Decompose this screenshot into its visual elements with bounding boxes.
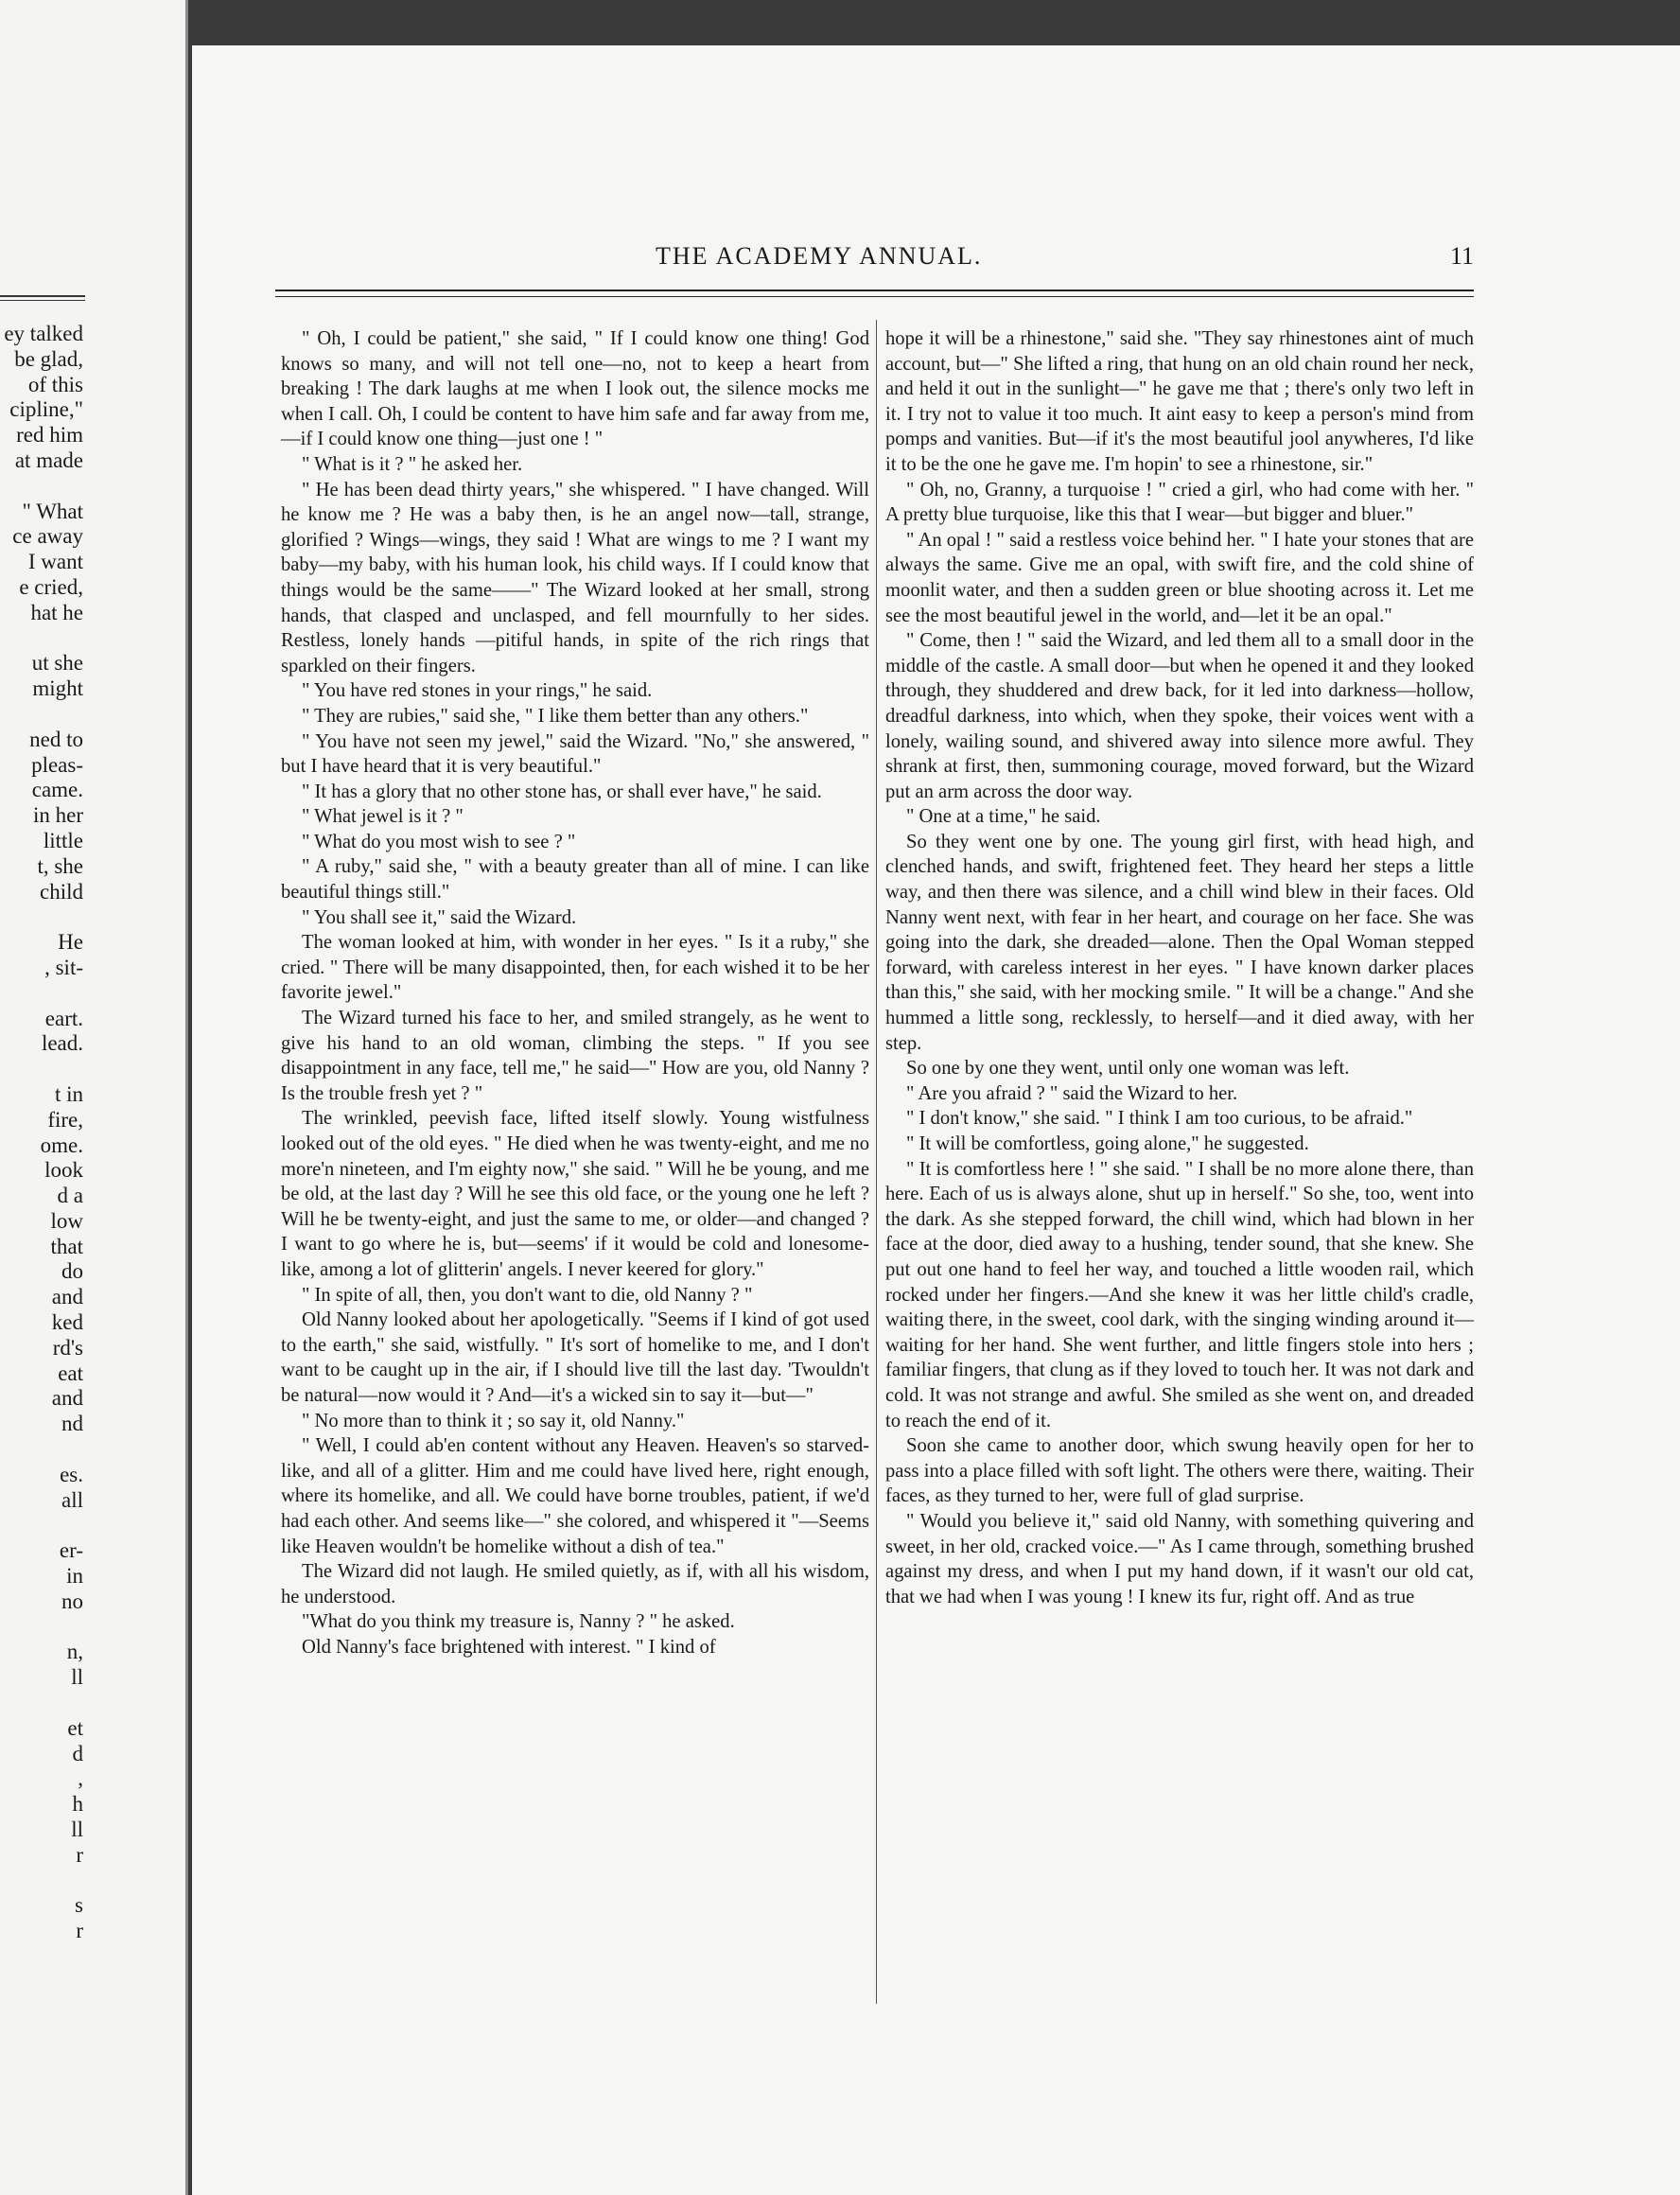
running-title: THE ACADEMY ANNUAL. [656, 242, 983, 270]
header-double-rule [275, 290, 1474, 297]
column-divider [876, 320, 877, 2004]
previous-page-fragment: child [40, 879, 83, 904]
previous-page-fragment: pleas- [31, 752, 83, 777]
paragraph: Old Nanny's face brightened with interest. " I kind of [302, 1636, 716, 1658]
paragraph: " In spite of all, then, you don't want to die, old Nanny ? " [302, 1284, 753, 1306]
page-number: 11 [1450, 242, 1475, 270]
previous-page-fragment: " What [22, 499, 83, 523]
previous-page-fragment: eart. [44, 1006, 83, 1030]
paragraph: " What jewel is it ? " [302, 806, 464, 828]
previous-page-fragment: h [72, 1792, 83, 1817]
paragraph: So one by one they went, until only one woman was left. [906, 1058, 1350, 1080]
previous-page-fragment: in [66, 1564, 83, 1589]
paragraph: The woman looked at him, with wonder in her eyes. " Is it a ruby," she cried. " There will be many disappointed, then, for each wished it to be her favorite jewel." [281, 932, 869, 1004]
previous-page-fragment [0, 626, 83, 652]
previous-page-fragment: in her [32, 803, 83, 828]
paragraph: " It has a glory that no other stone has, or shall ever have," he said. [302, 781, 822, 802]
paragraph: " It is comfortless here ! " she said. " I shall be no more alone there, than here. Each of us is always alone, shut up in herself." So she, too, went into the dark. As she stepped forward, the chill wind, which had blown in her face at the door, died away to a hushing, tender sound, that she knew. She put out one hand to feel her way, and touched a little wooden rail, which rocked under her fingers.—And she knew it was her little child's cradle, waiting there, in the sweet, cool dark, with the singing winding around it—waiting for her hand. She went further, and little fingers stole into hers ; familiar fingers, that clung as if they loved to touch her. It was not dark and cold. It was not strange and awful. She smiled as she went on, and dreaded to reach the end of it. [885, 1158, 1474, 1431]
paragraph: " I don't know," she said. " I think I am too curious, to be afraid." [906, 1108, 1413, 1130]
previous-page-fragment [0, 981, 83, 1007]
previous-page-fragment: ut she [31, 651, 83, 676]
previous-page-text-fragments [0, 322, 83, 1944]
previous-page-fragment: ey talked [4, 322, 83, 345]
paragraph: " You have not seen my jewel," said the Wizard. "No," she answered, " but I have heard that it is very beautiful." [281, 730, 869, 778]
paragraph: " Would you believe it," said old Nanny, with something quivering and sweet, in her old, cracked voice.—" As I came through, something brushed against my dress, and when I put my hand down, if it wasn't our old cat, that we had when I was young ! I knew its fur, right off. And as true [885, 1510, 1474, 1607]
previous-page-fragment: hat he [30, 600, 83, 624]
previous-page-fragment: , [78, 1766, 83, 1791]
right-column [885, 326, 1474, 1609]
previous-page-fragment: be glad, [14, 346, 83, 371]
previous-page-fragment: n, [66, 1640, 83, 1664]
paragraph: " Come, then ! " said the Wizard, and led them all to a small door in the middle of the castle. A small door—but when he opened it and they looked through, they shuddered and drew back, for it led into darkness—hollow, dreadful darkness, into which, when they spoke, their voices went with a lonely, wailing sound, and shivered away into silence more awful. They shrank at first, then, summoning courage, moved forward, but the Wizard put an arm across the door way. [885, 630, 1474, 802]
paragraph: " One at a time," he said. [906, 806, 1101, 828]
previous-page-fragment: et [67, 1715, 83, 1740]
previous-page-fragment: He [58, 930, 83, 955]
previous-page-fragment: ned to [29, 727, 83, 751]
previous-page-fragment: ce away [12, 524, 83, 549]
previous-page-fragment: and [51, 1386, 83, 1411]
paragraph: Old Nanny looked about her apologetically. "Seems if I kind of got used to the earth," she said, wistfully. " It's sort of homelike to me, and I don't want to be caught up in the air, if I should live till the last day. 'Twouldn't be natural—now would it ? And—it's a wicked sin to say it—but—" [281, 1309, 869, 1406]
paragraph: " Are you afraid ? " said the Wizard to her. [906, 1082, 1238, 1104]
previous-page-fragment [0, 1691, 83, 1716]
previous-page-fragment: lead. [41, 1031, 83, 1056]
paragraph: " What is it ? " he asked her. [302, 453, 523, 475]
previous-page-rule [0, 295, 85, 301]
previous-page-fragment: er- [59, 1538, 83, 1563]
previous-page-fragment: t, she [37, 853, 83, 878]
previous-page-fragment: of this [27, 372, 83, 396]
paragraph: " A ruby," said she, " with a beauty greater than all of mine. I can like beautiful things still." [281, 856, 869, 904]
previous-page-fragment: nd [61, 1412, 83, 1436]
paragraph: " You have red stones in your rings," he said. [302, 680, 653, 702]
left-column [281, 326, 869, 1659]
previous-page-fragment: eat [58, 1361, 83, 1385]
previous-page-fragment: t in [54, 1081, 83, 1106]
previous-page-fragment: s [75, 1893, 83, 1918]
previous-page-fragment: ome. [40, 1133, 83, 1157]
previous-page-fragment [0, 702, 83, 728]
previous-page-fragment: do [61, 1259, 83, 1284]
previous-page-fragment: , sit- [44, 955, 83, 979]
paragraph: " He has been dead thirty years," she whispered. " I have changed. Will he know me ? He was a baby then, is he an angel now—tall, strange, glorified ? Wings—wings, they said ! What are wings to me ? I want my baby—my baby, with his human look, his child ways. If I could know that things would be the same——" The Wizard looked at her small, strong hands, that clasped and unclasped, and fell mournfully to her sides. Restless, lonely hands —pitiful hands, in spite of the rich rings that sparkled on their fingers. [281, 479, 869, 676]
previous-page-fragment: that [50, 1234, 83, 1258]
previous-page-fragment [0, 904, 83, 930]
paragraph: " They are rubies," said she, " I like them better than any others." [302, 705, 809, 727]
previous-page-fragment: all [61, 1487, 83, 1512]
paragraph: " Well, I could ab'en content without any Heaven. Heaven's so starved-like, and all of a glitter. Him and me could have lived here, right enough, where its homelike, and all. We could have borne troubles, patient, if we'd had each other. And seems like—" she colored, and whispered it "—Seems like Heaven wouldn't be homelike without a dish of tea." [281, 1435, 869, 1557]
previous-page-edge [0, 0, 188, 2195]
paragraph: " No more than to think it ; so say it, old Nanny." [302, 1410, 685, 1431]
previous-page-fragment: and [51, 1285, 83, 1309]
previous-page-fragment: red him [16, 423, 83, 448]
paragraph: The Wizard turned his face to her, and smiled strangely, as he went to give his hand to an old woman, climbing the steps. " If you see disappointment in any face, tell me," he said—" How are you, old Nanny ? Is the trouble fresh yet ? " [281, 1008, 869, 1104]
previous-page-fragment [0, 474, 83, 500]
paragraph: " You shall see it," said the Wizard. [302, 906, 577, 928]
paragraph: " Oh, no, Granny, a turquoise ! " cried a girl, who had come with her. " A pretty blue turquoise, like this that I wear—but bigger and bluer." [885, 479, 1474, 526]
previous-page-fragment [0, 1057, 83, 1082]
previous-page-fragment [0, 1437, 83, 1463]
paragraph: " Oh, I could be patient," she said, " If I could know one thing! God knows so many, and will not tell one—no, not to keep a heart from breaking ! The dark laughs at me when I look out, the silence mocks me when I call. Oh, I could be content to have him safe and far away from me,—if I could know one thing—just one ! " [281, 328, 869, 450]
previous-page-fragment: rd's [52, 1335, 83, 1360]
paragraph: The wrinkled, peevish face, lifted itself slowly. Young wistfulness looked out of the old eyes. " He died when he was twenty-eight, and me no more'n nineteen, and I'm eighty now," she said. " Will he be young, and me be old, at the last day ? Will he see this old face, or the young one he left ? Will he be twenty-eight, and just the same to me, or older—and changed ? I want to go where he is, but—seems' if it would be cold and lonesome-like, among a lot of glitterin' angels. I never keered for glory." [281, 1108, 869, 1280]
previous-page-fragment: ll [71, 1665, 83, 1690]
previous-page-fragment: r [76, 1919, 83, 1943]
previous-page-fragment: ll [71, 1817, 83, 1842]
previous-page-fragment: d [72, 1741, 83, 1765]
paragraph: So they went one by one. The young girl first, with head high, and clenched hands, and swift, frightened feet. They heard her steps a little way, and then there was silence, and a chill wind blew in their faces. Old Nanny went next, with fear in her heart, and courage on her face. She was going into the dark, she dreaded—alone. Then the Opal Woman stepped forward, with careless interest in her eyes. " I have known darker places than this," she said, with her mocking smile. " It will be a change." And she hummed a little song, recklessly, to herself—and it died away, with her step. [885, 831, 1474, 1054]
paragraph: The Wizard did not laugh. He smiled quietly, as if, with all his wisdom, he understood. [281, 1561, 869, 1607]
previous-page-fragment: no [61, 1589, 83, 1613]
previous-page-fragment: at made [14, 448, 83, 472]
previous-page-fragment: little [43, 828, 83, 852]
paragraph: " An opal ! " said a restless voice behind her. " I hate your stones that are always the same. Give me an opal, with swift fire, and the cold shine of moonlit water, and then a sudden green or blue shooting across it. Let me see the most beautiful jewel in the world, and—let it be an opal." [885, 529, 1474, 626]
previous-page-fragment: ked [51, 1310, 83, 1335]
previous-page-fragment [0, 1869, 83, 1894]
page [192, 45, 1680, 2195]
previous-page-fragment: came. [31, 778, 83, 802]
previous-page-fragment: r [76, 1842, 83, 1867]
previous-page-fragment: e cried, [19, 574, 83, 599]
paragraph: "What do you think my treasure is, Nanny ? " he asked. [302, 1611, 735, 1633]
paragraph: " What do you most wish to see ? " [302, 831, 576, 852]
previous-page-fragment [0, 1513, 83, 1538]
previous-page-fragment: d a [57, 1184, 83, 1208]
previous-page-fragment: low [50, 1208, 83, 1233]
previous-page-fragment: fire, [47, 1107, 83, 1132]
previous-page-fragment: cipline," [9, 397, 83, 422]
previous-page-fragment: look [44, 1158, 83, 1183]
previous-page-fragment: I want [27, 550, 83, 574]
paragraph: hope it will be a rhinestone," said she. "They say rhinestones aint of much account, but—" She lifted a ring, that hung on an old chain round her neck, and held it out in the sunlight—" he gave me that ; there's only two left in it. I try not to value it too much. It aint easy to keep a person's mind from pomps and vanities. But—if it's the most beautiful jool anywheres, I'd like it to be the one he gave me. I'm hopin' to see a rhinestone, sir." [885, 328, 1474, 475]
previous-page-fragment: might [32, 676, 83, 701]
previous-page-fragment: es. [60, 1462, 83, 1486]
paragraph: Soon she came to another door, which swung heavily open for her to pass into a place filled with soft light. The others were there, waiting. Their faces, as they turned to her, were full of glad surprise. [885, 1435, 1474, 1507]
previous-page-fragment [0, 1615, 83, 1641]
page-header [192, 242, 1535, 274]
paragraph: " It will be comfortless, going alone," he suggested. [906, 1133, 1309, 1154]
